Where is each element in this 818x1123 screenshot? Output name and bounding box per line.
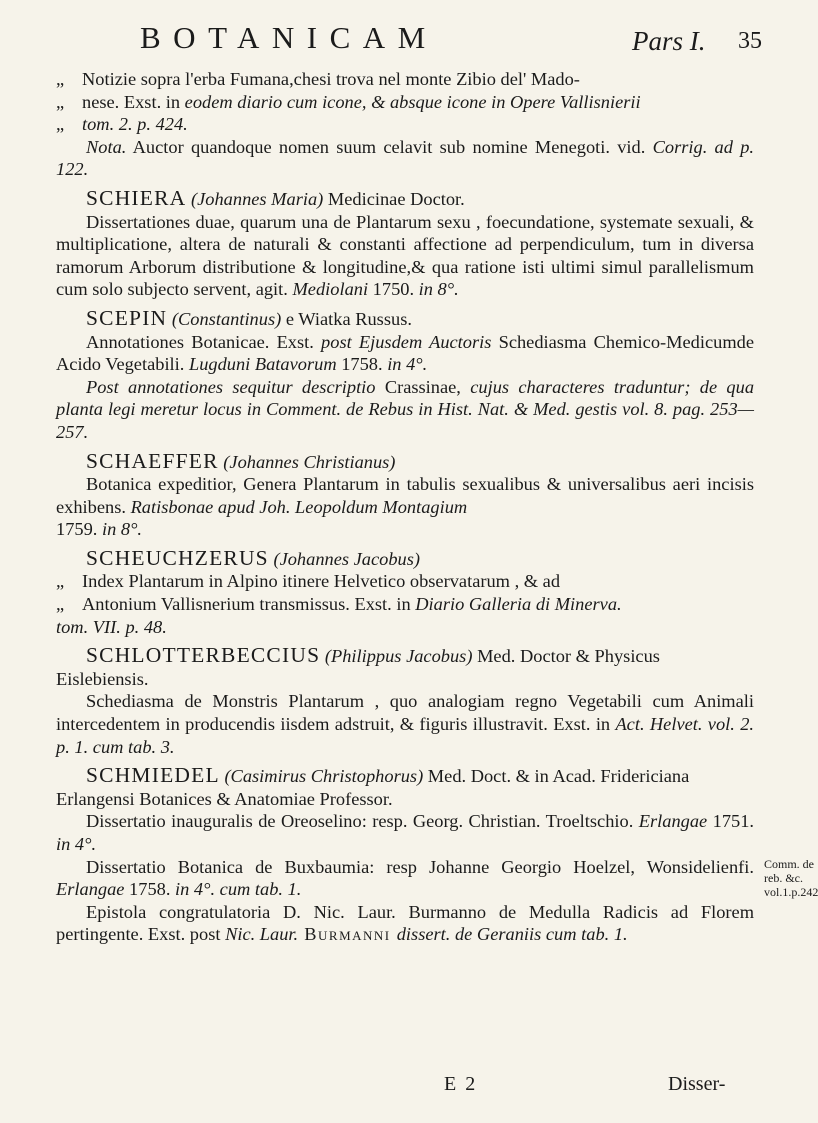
note-plant-name: Crassinae, [375,376,471,397]
description-text: Dissertationes duae, quarum una de Plantarum sexu , foecundatione, systemate sexuali, & multiplicatione, altera de naturali & constanti affectione ad perpendiculum, tum in diversa ramorum Arborum distributione & longitudine,& qua ratione isti ultimi simul parallelismum cum solo subjecto servent, agit. [56,211,754,300]
entry-description [56,690,754,758]
margin-note-line-2: reb. &c. [764,871,803,885]
author-given-names: (Johannes Jacobus) [273,548,421,569]
nota-label: Nota. [86,136,127,157]
fumana-line-2: nese. Exst. in [82,91,185,112]
page-footer [0,1073,800,1099]
author-given-names: (Casimirus Christophorus) [224,766,424,787]
imprint-format: in 8°. [101,519,143,540]
entry-schaeffer [56,450,754,541]
imprint-format: in 4°. [387,354,428,375]
author-surname: SCHIERA [86,185,187,210]
description-text: Botanica expeditior, Genera Plantarum in tabulis sexualibus & universalibus aeri incisis exhibens. [56,474,754,517]
source: Diario Galleria di Minerva. [415,594,622,615]
entry-schmiedel [56,764,754,946]
catchword: Disser- [668,1073,726,1095]
epistola-ref-b: dissert. de Geraniis cum tab. 1. [396,924,628,945]
source-volume-line [56,616,754,639]
running-head [0,14,800,64]
author-heading [56,450,754,474]
epistola [56,901,754,946]
author-title: Medicinae Doctor. [323,188,465,209]
fumana-source: eodem diario cum icone, & absque icone in Opere Vallisnierii [184,91,641,112]
description-text-2: Schediasma Chemico-Medicumde Acido Vegetabili. [56,331,754,375]
entry-description [56,331,754,376]
margin-note-line-3: vol.1.p.242 [764,885,818,899]
page-number: 35 [738,28,762,54]
dissertation-2-place: Erlangae [56,879,125,900]
author-title: Med. Doct. & in Acad. Fridericiana Erlangensi Botanices & Anatomiae Professor. [56,766,690,809]
dissertation-1-place: Erlangae [638,811,708,832]
author-given-names: (Johannes Maria) [191,188,324,209]
quoted-title: „ Index Plantarum in Alpino itinere Helvetico observatarum , & ad „ Antonium Vallisnerium transmissus. Exst. in Diario Galleria di Minerva. [56,571,622,615]
dissertation-1-text: Dissertatio inauguralis de Oreoselino: resp. Georg. Christian. Troeltschio. [86,811,639,832]
nota-text: Auctor quandoque nomen suum celavit sub nomine Menegoti. vid. [126,136,653,157]
body-text [56,68,754,952]
epistola-text: Epistola congratulatoria D. Nic. Laur. Burmanno de Medulla Radicis ad Florem pertingente. Exst. post [56,901,754,945]
imprint-format: in 8°. [418,279,459,300]
entry-scheuchzerus [56,547,754,638]
quote-line-1: Index Plantarum in Alpino itinere Helvetico observatarum , & ad [82,571,561,592]
imprint-place: Mediolani [292,279,369,300]
fumana-line-1: Notizie sopra l'erba Fumana,chesi trova nel monte Zibio del' Mado- [82,69,580,89]
entry-fumana [56,68,754,181]
entry-schiera [56,187,754,301]
author-title: Med. Doctor & Physicus Eislebiensis. [56,646,660,689]
author-given-names: (Johannes Christianus) [223,451,396,472]
author-heading [56,547,754,571]
nota-paragraph [56,136,754,181]
entry-scepin [56,307,754,444]
author-given-names: (Constantinus) [171,308,282,329]
imprint-year: 1750. [368,279,419,300]
source-ref: post Ejusdem Auctoris [321,331,492,352]
note-text-a: Post annotationes sequitur descriptio [86,376,376,397]
margin-note-line-1: Comm. de [764,857,814,871]
quote-line-2: Antonium Vallisnerium transmissus. Exst. in [82,594,416,615]
imprint-year: 1759. [56,519,102,540]
margin-note [764,857,818,899]
author-given-names: (Philippus Jacobus) [324,646,473,667]
dissertation-2-text: Dissertatio Botanica de Buxbaumia: resp Johanne Georgio Hoelzel, Wonsidelienfi. [86,856,754,877]
dissertation-1-format: in 4°. [56,834,97,854]
author-surname: SCHAEFFER [86,448,219,473]
imprint-year: 1758. [336,354,388,375]
fumana-volume: tom. 2. p. 424. [82,114,188,135]
source: Act. Helvet. vol. 2. p. 1. cum tab. 3. [56,714,754,757]
signature-mark: E 2 [444,1073,478,1095]
dissertation-1 [56,810,754,855]
quoted-title: „ Notizie sopra l'erba Fumana,chesi trova nel monte Zibio del' Mado- „ nese. Exst. in eodem diario cum icone, & absque icone in Opere Vallisnierii „ tom. 2. p. 424. [56,69,641,135]
author-surname: SCHEUCHZERUS [86,545,269,570]
description-text: Schediasma de Monstris Plantarum , quo analogiam regno Vegetabili cum Animali intercedentem in producendis iisdem adstruit, & figuris illustravit. Exst. in [56,691,754,735]
imprint-place: Lugduni Batavorum [188,354,337,375]
dissertation-2-year: 1758. [124,879,176,900]
dissertation-2-format: in 4°. cum tab. 1. [175,879,302,900]
entry-description [56,211,754,301]
epistola-ref-a: Nic. Laur. [225,924,299,945]
author-title: e Wiatka Russus. [281,308,412,329]
author-surname: SCEPIN [86,305,168,330]
dissertation-2 [56,856,754,901]
author-surname: SCHMIEDEL [86,763,220,788]
running-head-title: BOTANICAM [140,20,438,55]
description-text: Annotationes Botanicae. Exst. [86,331,322,352]
author-heading [56,187,754,211]
nota-ref: Corrig. ad p. 122. [56,136,755,180]
imprint-place: Ratisbonae apud Joh. Leopoldum Montagium [130,496,468,517]
author-heading [56,764,754,810]
epistola-author: Burmanni [298,924,397,945]
author-heading [56,644,754,690]
entry-note [56,376,754,444]
note-text-b: cujus characteres traduntur; de qua planta legi meretur locus in Comment. de Rebus in Hist. Nat. & Med. gestis vol. 8. pag. 253—257. [56,376,755,442]
author-surname: SCHLOTTERBECCIUS [86,643,321,668]
entry-description [56,473,754,541]
dissertation-1-year: 1751. [707,811,754,832]
author-heading [56,307,754,331]
entry-schlotterbeccius [56,644,754,758]
running-head-part: Pars I. [632,26,706,56]
source-volume: tom. VII. p. 48. [56,616,167,637]
